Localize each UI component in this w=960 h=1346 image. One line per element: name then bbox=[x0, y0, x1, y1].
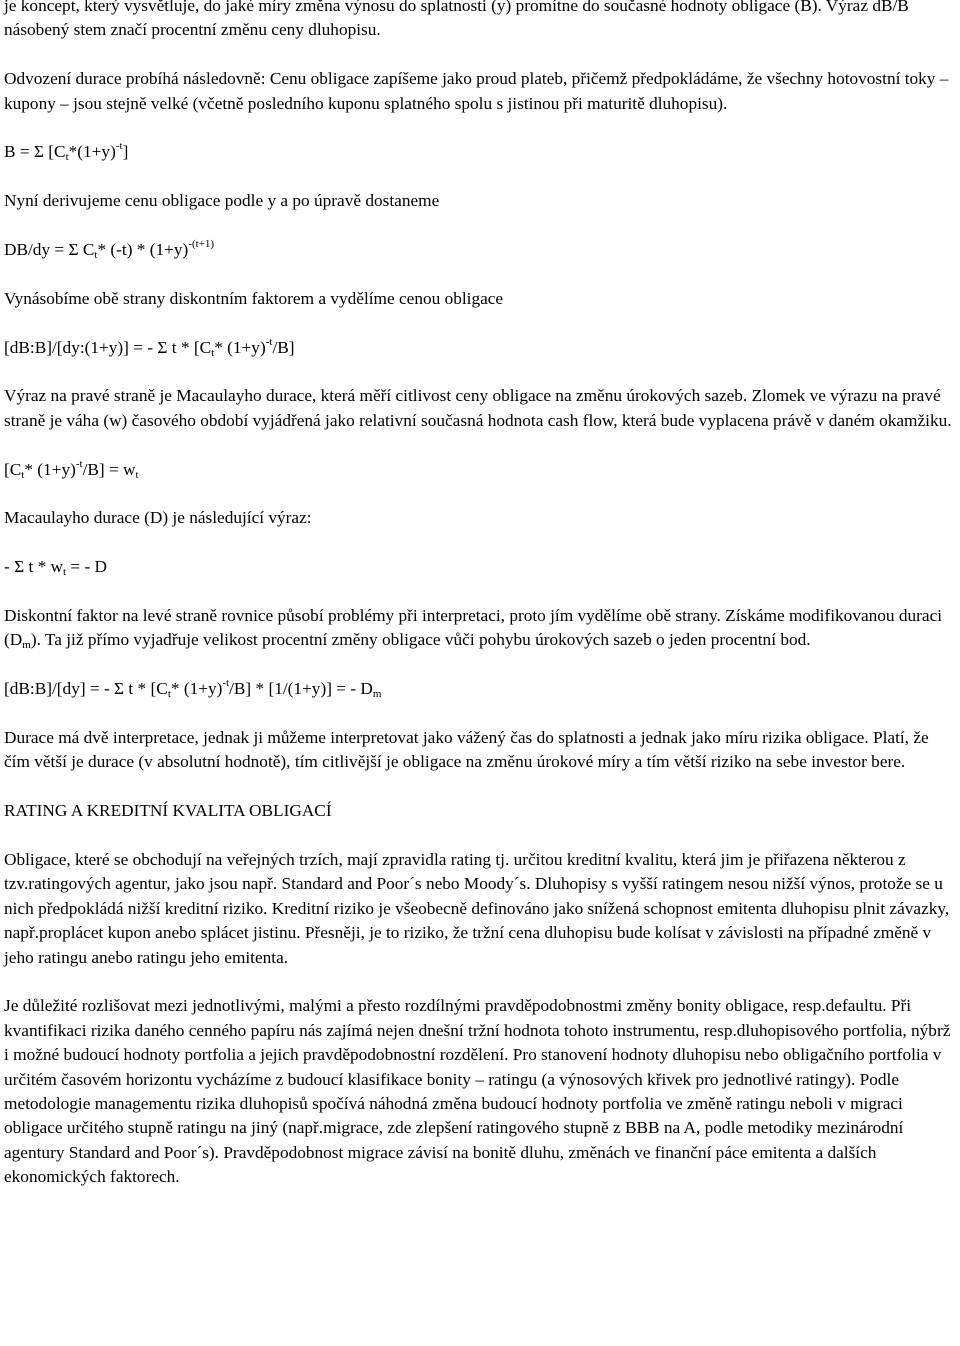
duration-formula: - Σ t * $w_t$ = - D bbox=[4, 557, 108, 579]
modified-duration-paragraph: Diskontní faktor na levé straně rovnice působí problémy při interpretaci, proto jím vydělíme obě strany. Získáme modifikovanou duraci $(D_m)$. Ta již přímo vyjadřuje velikost procentní změny obligace vůči pohybu úrokových sazeb o jeden procentní bod. bbox=[4, 605, 943, 652]
rating-paragraph: Obligace, které se obchodují na veřejných trzích, mají zpravidla rating tj. určitou kreditní kvalitu, která jim je přiřazena některou z tzv.ratingových agentur, jako jsou např. Standard and Poor´s nebo Moody´s. Dluhopisy s vyšší ratingem nesou nižší výnos, protože se u nich předpokládá nižší kreditní riziko. Kreditní riziko je všeobecně definováno jako snížená schopnost emitenta dluhopisu plnit závazky, např.proplácet kupon anebo splácet jistinu. Přesněji, je to riziko, že tržní cena dluhopisu bude kolísat v závislosti na případné změně v jeho ratingu anebo ratingu jeho emitenta. bbox=[4, 849, 950, 967]
document-page bbox=[4, 0, 954, 1190]
macaulay-definition: Macaulayho durace (D) je následující výraz: bbox=[4, 508, 312, 528]
intro-paragraph: je koncept, který vysvětluje, do jaké míry změna výnosu do splatnosti (y) promítne do současné hodnoty obligace (B). Výraz dB/B násobený stem značí procentní změnu ceny dluhopisu. bbox=[4, 0, 909, 40]
bond-price-formula: B = Σ $[C_t*(1+y)^{-t}]$ bbox=[4, 140, 129, 164]
interpretations-paragraph: Durace má dvě interpretace, jednak ji můžeme interpretovat jako vážený čas do splatnosti a jednak jako míru rizika obligace. Platí, že čím větší je durace (v absolutní hodnotě), tím citlivější je obligace na změnu úrokové míry a tím větší riziko na sebe investor bere. bbox=[4, 727, 929, 772]
weight-formula: [$C_t*$ $(1+y)^{-t}/B] = w_t$ bbox=[4, 457, 139, 481]
derivation-paragraph: Odvození durace probíhá následovně: Cenu obligace zapíšeme jako proud plateb, přičemž předpokládáme, že všechny hotovostní toky – kupony – jsou stejně velké (včetně posledního kuponu splatného spolu s jistinou při maturitě dluhopisu). bbox=[4, 69, 949, 113]
section-heading: RATING A KREDITNÍ KVALITA OBLIGACÍ bbox=[4, 801, 332, 821]
elasticity-formula: [dB:B]/[dy:(1+y)] = - Σ t * [$C_t*$ $(1+y)^{-t}/B$] bbox=[4, 335, 295, 359]
risk-paragraph: Je důležité rozlišovat mezi jednotlivými, malými a přesto rozdílnými pravděpodobnostmi změny bonity obligace, resp.defaultu. Při kvantifikaci rizika daného cenného papíru nás zajímá nejen dnešní tržní hodnota tohoto instrumentu, resp.dluhopisového portfolia, nýbrž i možné budoucí hodnoty portfolia a jejich pravděpodobnostní rozdělení. Pro stanovení hodnoty dluhopisu nebo obligačního portfolia v určitém časovém horizontu vycházíme z budoucí klasifikace bonity – ratingu (a výnosových křivek pro jednotlivé ratingy). Podle metodologie managementu rizika dluhopisů spočívá náhodná změna budoucí hodnoty portfolia ve změně ratingu neboli v migraci obligace určitého stupně ratingu na jiný (např.migrace, zde zlepšení ratingového stupně z BBB na A, podle metodiky mezinárodní agentury Standard and Poor´s). Pravděpodobnost migrace závisí na bonitě dluhu, změnách ve finanční páce emitenta a dalších ekonomických faktorech. bbox=[4, 996, 951, 1187]
macaulay-paragraph: Výraz na pravé straně je Macaulayho durace, která měří citlivost ceny obligace na změnu úrokových sazeb. Zlomek ve výrazu na pravé straně je váha (w) časového období vyjádřená jako relativní současná hodnota cash flow, která bude vyplacena právě v daném okamžiku. bbox=[4, 386, 952, 430]
multiply-paragraph: Vynásobíme obě strany diskontním faktorem a vydělíme cenou obligace bbox=[4, 288, 504, 308]
derivative-formula: DB/dy = Σ $C_t*$ $(-t) * (1+y)^{-(t+1)}$ bbox=[4, 238, 215, 261]
derive-paragraph: Nyní derivujeme cenu obligace podle y a po úpravě dostaneme bbox=[4, 191, 440, 211]
modified-duration-formula: [dB:B]/[dy] = - Σ t * [$C_t*$ $(1+y)^{-t}/B] * [1/(1+y)]$ = - $D_m$ bbox=[4, 677, 382, 701]
